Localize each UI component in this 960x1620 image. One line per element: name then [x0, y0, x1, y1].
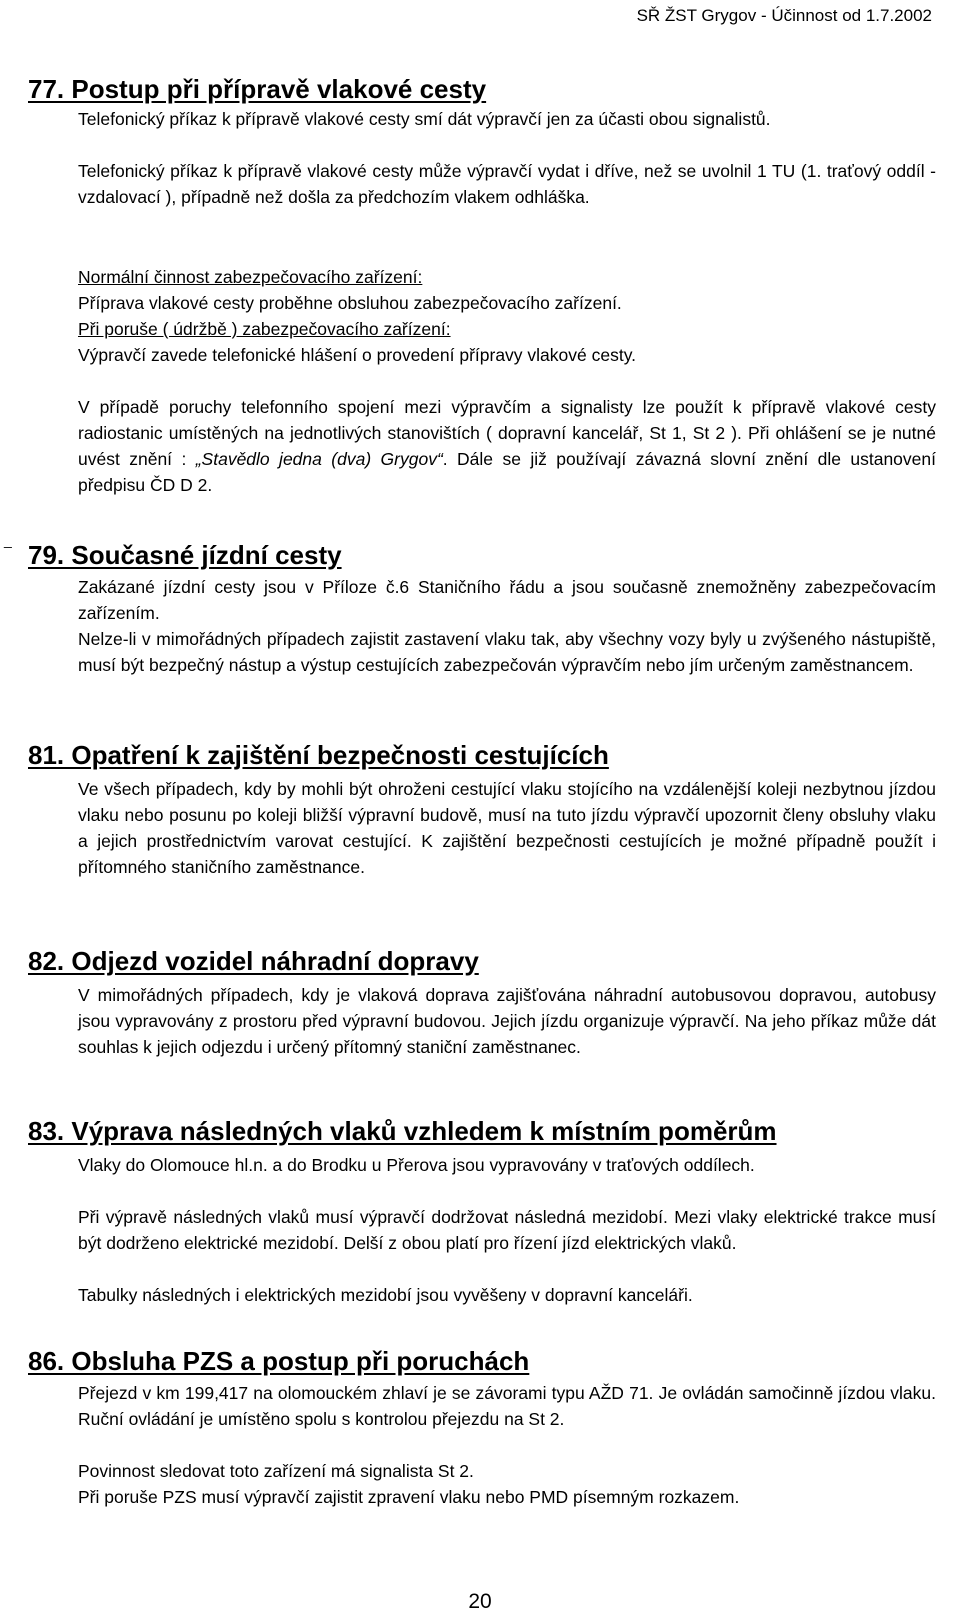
section-79-paragraph-2: Nelze-li v mimořádných případech zajistit zastavení vlaku tak, aby všechny vozy byly u zvýšeného nástupiště, musí být bezpečný nástup a výstup cestujících zabezpečován výpravčím nebo jím určeným zaměstnancem.: [78, 629, 936, 675]
section-83-paragraph-3: Tabulky následných i elektrických mezidobí jsou vyvěšeny v dopravní kanceláři.: [78, 1285, 693, 1305]
section-81-heading: 81. Opatření k zajištění bezpečnosti cestujících: [28, 740, 609, 770]
section-82-heading: 82. Odjezd vozidel náhradní dopravy: [28, 946, 479, 976]
section-79-heading: 79. Současné jízdní cesty: [28, 540, 342, 570]
section-77-paragraph-1: Telefonický příkaz k přípravě vlakové cesty smí dát výpravčí jen za účasti obou signalistů.: [78, 109, 771, 129]
section-83-heading: 83. Výprava následných vlaků vzhledem k místním poměrům: [28, 1116, 777, 1146]
running-header: SŘ ŽST Grygov - Účinnost od 1.7.2002: [636, 6, 932, 25]
radio-quote: „Stavědlo jedna (dva) Grygov“: [195, 449, 443, 469]
fault-label: Při poruše ( údržbě ) zabezpečovacího zařízení:: [78, 319, 451, 339]
section-77-heading: 77. Postup při přípravě vlakové cesty: [28, 74, 487, 104]
page-number: 20: [468, 1590, 492, 1613]
section-86-paragraph-3: Při poruše PZS musí výpravčí zajistit zpravení vlaku nebo PMD písemným rozkazem.: [78, 1487, 740, 1507]
stray-dash: _: [4, 532, 12, 548]
section-79-paragraph-1: Zakázané jízdní cesty jsou v Příloze č.6 Staničního řádu a jsou současně znemožněny zabezpečovacím zařízením.: [78, 577, 936, 623]
normal-operation-text: Příprava vlakové cesty proběhne obsluhou zabezpečovacího zařízení.: [78, 293, 622, 313]
section-86-paragraph-2: Povinnost sledovat toto zařízení má signalista St 2.: [78, 1461, 474, 1481]
radio-procedure-paragraph: [78, 394, 936, 498]
fault-text: Výpravčí zavede telefonické hlášení o provedení přípravy vlakové cesty.: [78, 345, 637, 365]
radio-text-b: . Dále se již používají závazná slovní znění dle ustanovení předpisu ČD D 2.: [78, 449, 936, 495]
section-81-paragraph-1: Ve všech případech, kdy by mohli být ohroženi cestující vlaku stojícího na vzdálenější koleji nezbytnou jízdou vlaku nebo posunu po koleji bližší výpravní budově, musí na tuto jízdu výpravčí upozornit členy obsluhy vlaku a jejich prostřednictvím varovat cestující. K zajištění bezpečnosti cestujících je možné případně použít i přítomného staničního zaměstnance.: [78, 779, 936, 877]
section-86-heading: 86. Obsluha PZS a postup při poruchách: [28, 1346, 530, 1376]
section-77-paragraph-2: Telefonický příkaz k přípravě vlakové cesty může výpravčí vydat i dříve, než se uvolnil 1 TU (1. traťový oddíl - vzdalovací ), případně než došla za předchozím vlakem odhláška.: [78, 161, 936, 207]
normal-operation-label: Normální činnost zabezpečovacího zařízení:: [78, 267, 423, 287]
section-83-paragraph-1: Vlaky do Olomouce hl.n. a do Brodku u Přerova jsou vypravovány v traťových oddílech.: [78, 1155, 755, 1175]
radio-text-a: V případě poruchy telefonního spojení mezi výpravčím a signalisty lze použít k přípravě vlakové cesty radiostanic umístěných na jednotlivých stanovištích ( dopravní kancelář, St 1, St 2 ). Při ohlášení se je nutné uvést znění :: [78, 397, 936, 469]
section-86-paragraph-1: Přejezd v km 199,417 na olomouckém zhlaví je se závorami typu AŽD 71. Je ovládán samočinně jízdou vlaku. Ruční ovládání je umístěno spolu s kontrolou přejezdu na St 2.: [78, 1383, 936, 1429]
section-83-paragraph-2: Při výpravě následných vlaků musí výpravčí dodržovat následná mezidobí. Mezi vlaky elektrické trakce musí být dodrženo elektrické mezidobí. Delší z obou platí pro řízení jízd elektrických vlaků.: [78, 1207, 936, 1253]
section-82-paragraph-1: V mimořádných případech, kdy je vlaková doprava zajišťována náhradní autobusovou dopravou, autobusy jsou vypravovány z prostoru před výpravní budovou. Jejich jízdu organizuje výpravčí. Na jeho příkaz může dát souhlas k jejich odjezdu i určený přítomný staniční zaměstnanec.: [78, 985, 936, 1057]
